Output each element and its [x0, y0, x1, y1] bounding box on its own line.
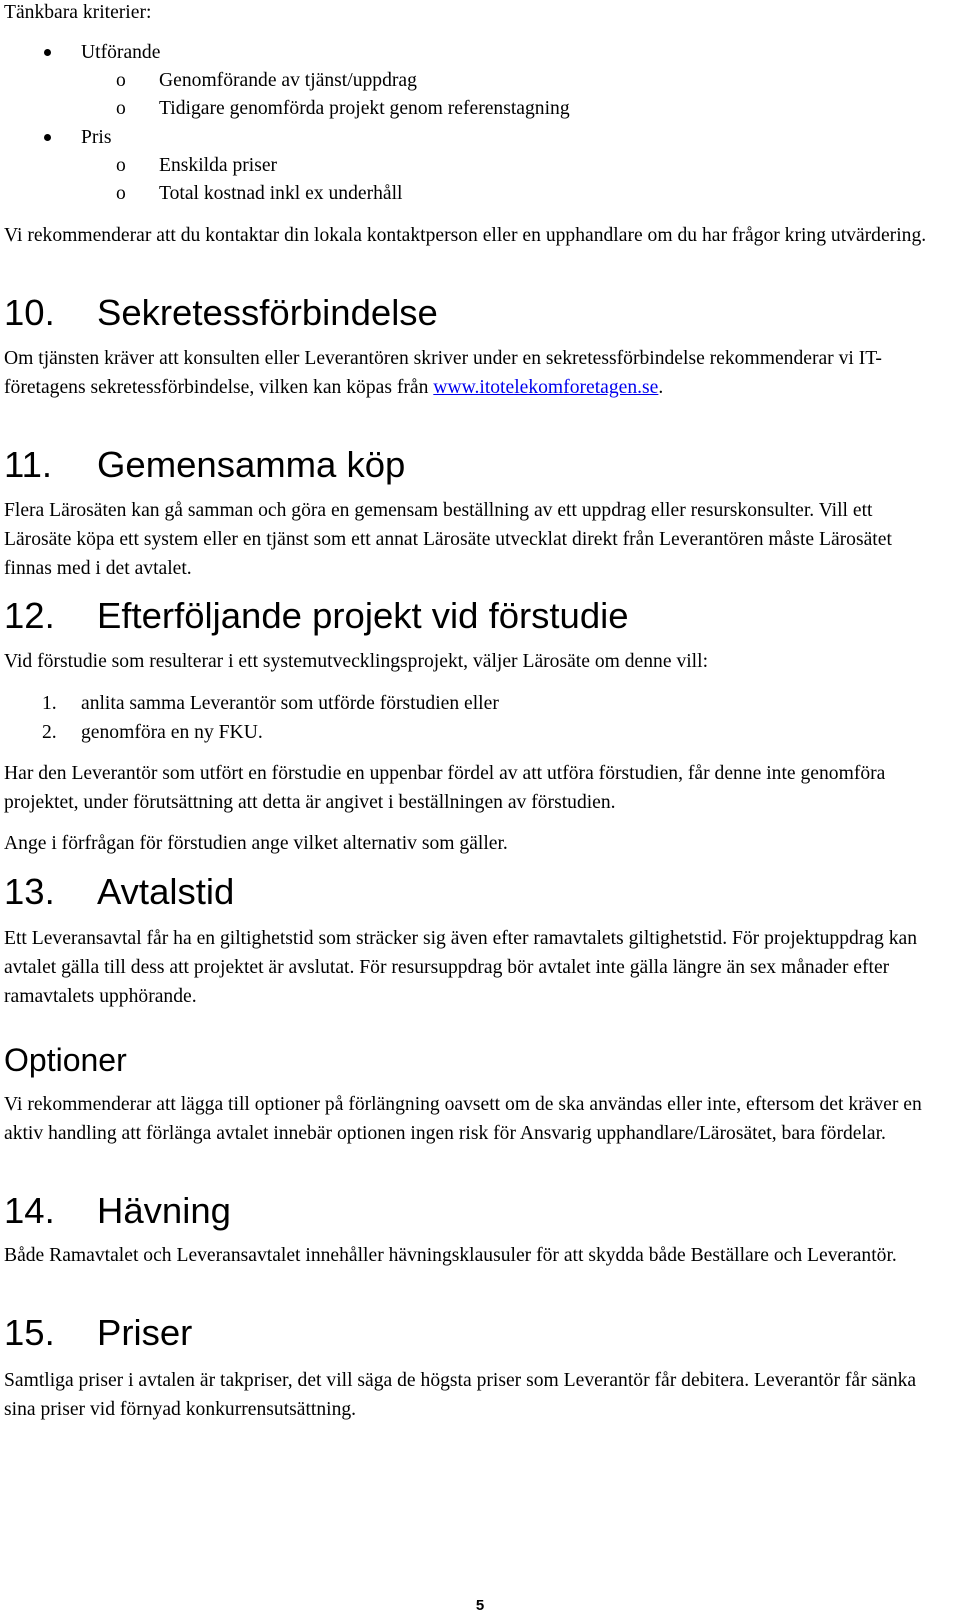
- section-number: 13.: [4, 871, 55, 912]
- page-number: 5: [475, 1597, 485, 1614]
- section-heading-12: [4, 594, 940, 638]
- bullet-label: Utförande: [81, 42, 161, 63]
- sub-bullet-icon: o: [116, 155, 126, 176]
- sub-item-label: Total kostnad inkl ex underhåll: [159, 183, 403, 204]
- list-number: 2.: [42, 722, 57, 743]
- section-15-paragraph: Samtliga priser i avtalen är takpriser, det vill säga de högsta priser som Leverantör får debitera. Leverantör får sänka sina priser vid förnyad konkurrensutsättning.: [4, 1370, 917, 1420]
- list-number: 1.: [42, 693, 57, 714]
- optioner-paragraph: Vi rekommenderar att lägga till optioner på förlängning oavsett om de ska användas eller inte, eftersom det kräver en aktiv handling att förlänga avtalet innebär optionen ingen risk för Ansvarig upphandlare/Lärosätet, bara fördelar.: [4, 1094, 922, 1144]
- section-12-paragraph-3: Ange i förfrågan för förstudien ange vilket alternativ som gäller.: [4, 833, 508, 854]
- list-label: anlita samma Leverantör som utförde förstudien eller: [81, 693, 499, 714]
- section-heading-14: [4, 1189, 940, 1233]
- bullet-icon: [44, 134, 51, 141]
- sub-bullet-icon: o: [116, 70, 126, 91]
- section-title: Sekretessförbindelse: [97, 292, 438, 333]
- section-title: Gemensamma köp: [97, 444, 406, 485]
- section-title: Efterföljande projekt vid förstudie: [97, 595, 629, 636]
- sub-item-label: Enskilda priser: [159, 155, 278, 176]
- section-11-paragraph: Flera Lärosäten kan gå samman och göra en gemensam beställning av ett uppdrag eller resurskonsulter. Vill ett Lärosäte köpa ett system eller en tjänst som ett annat Lärosäte utvecklat direkt från Leverantören måste Lärosätet finnas med i det avtalet.: [4, 500, 892, 579]
- section-10-text: Om tjänsten kräver att konsulten eller Leverantören skriver under en sekretessförbindelse rekommenderar vi IT-företagens sekretessförbindelse, vilken kan köpas från: [4, 348, 882, 398]
- section-number: 15.: [4, 1312, 55, 1353]
- section-title: Priser: [97, 1312, 193, 1353]
- sub-item-label: Tidigare genomförda projekt genom referenstagning: [159, 98, 570, 119]
- link-period: .: [658, 377, 664, 398]
- section-12-paragraph-2: Har den Leverantör som utfört en förstudie en uppenbar fördel av att utföra förstudien, får denne inte genomföra projektet, under förutsättning att detta är angivet i beställningen av förstudien.: [4, 763, 886, 813]
- section-title: Avtalstid: [97, 871, 235, 912]
- list-label: genomföra en ny FKU.: [81, 722, 263, 743]
- sub-bullet-icon: o: [116, 98, 126, 119]
- itotelekom-link[interactable]: www.itotelekomforetagen.se: [433, 377, 659, 398]
- section-13-paragraph: Ett Leveransavtal får ha en giltighetstid som sträcker sig även efter ramavtalets giltighetstid. För projektuppdrag kan avtalet gälla till dess att projektet är avslutat. För resursuppdrag bör avtalet inte gälla längre än sex månader efter ramavtalets upphörande.: [4, 928, 918, 1007]
- criteria-label: Tänkbara kriterier:: [4, 2, 152, 23]
- section-10-paragraph: [4, 344, 940, 402]
- section-heading-10: [4, 291, 940, 335]
- bullet-icon: [44, 49, 51, 56]
- section-heading-11: [4, 443, 940, 487]
- section-12-paragraph: Vid förstudie som resulterar i ett systemutvecklingsprojekt, väljer Lärosäte om denne vill:: [4, 651, 709, 672]
- bullet-label: Pris: [81, 127, 112, 148]
- section-number: 10.: [4, 292, 55, 333]
- recommend-paragraph: Vi rekommenderar att du kontaktar din lokala kontaktperson eller en upphandlare om du har frågor kring utvärdering.: [4, 225, 927, 246]
- sub-bullet-icon: o: [116, 183, 126, 204]
- optioner-heading: Optioner: [4, 1042, 127, 1078]
- section-number: 12.: [4, 595, 55, 636]
- section-14-paragraph: Både Ramavtalet och Leveransavtalet innehåller hävningsklausuler för att skydda både Beställare och Leverantör.: [4, 1245, 897, 1266]
- sub-item-label: Genomförande av tjänst/uppdrag: [159, 70, 417, 91]
- section-number: 11.: [4, 444, 53, 485]
- section-heading-15: [4, 1311, 940, 1355]
- section-title: Hävning: [97, 1190, 231, 1231]
- section-heading-13: [4, 870, 940, 914]
- section-number: 14.: [4, 1190, 55, 1231]
